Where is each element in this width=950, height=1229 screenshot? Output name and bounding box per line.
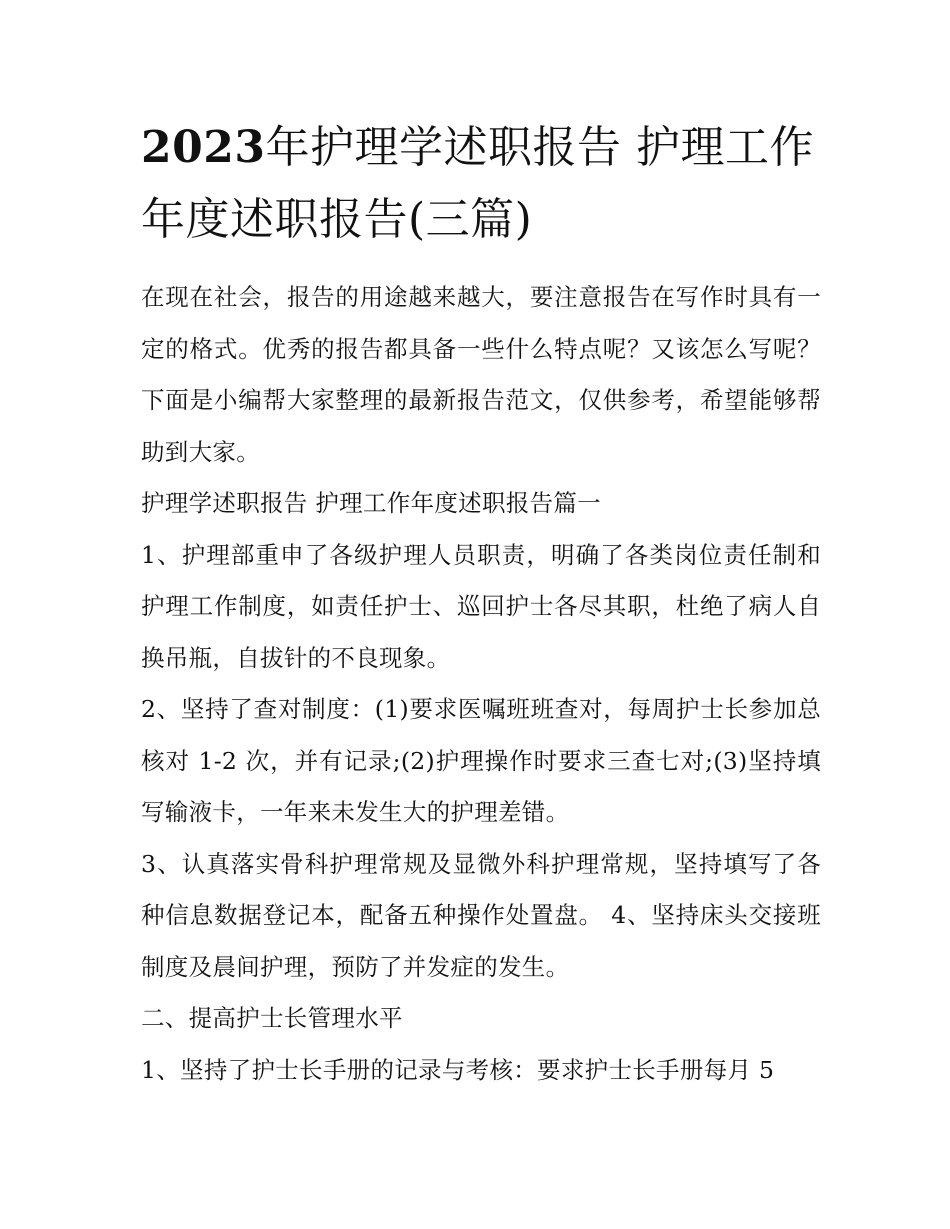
document-title [141,112,821,256]
section-heading-two: 二、提高护士长管理水平 [141,1004,403,1032]
document-body [141,112,821,1096]
title-year: 2023 [141,122,266,173]
paragraph-item-3-4: 3、认真落实骨科护理常规及显微外科护理常规，坚持填写了各种信息数据登记本，配备五种操作处置盘。 4、坚持床头交接班制度及晨间护理，预防了并发症的发生。 [141,849,821,981]
paragraph-item-2: 2、坚持了查对制度：(1)要求医嘱班班查对，每周护士长参加总核对 1-2 次，并有记录;(2)护理操作时要求三查七对;(3)坚持填写输液卡，一年来未发生大的护理差错。 [141,695,821,826]
paragraph-item-1: 1、护理部重申了各级护理人员职责，明确了各类岗位责任制和护理工作制度，如责任护士、巡回护士各尽其职，杜绝了病人自换吊瓶，自拔针的不良现象。 [141,540,821,672]
paragraph-section-two-item-1: 1、坚持了护士长手册的记录与考核：要求护士长手册每月 5 [141,1055,775,1084]
section-heading-part-one: 护理学述职报告 护理工作年度述职报告篇一 [141,489,601,517]
title-text: 年护理学述职报告 护理工作年度述职报告(三篇) [141,122,814,245]
intro-paragraph: 在现在社会，报告的用途越来越大，要注意报告在写作时具有一定的格式。优秀的报告都具备一些什么特点呢？又该怎么写呢？下面是小编帮大家整理的最新报告范文，仅供参考，希望能够帮助到大家。 [141,283,821,466]
